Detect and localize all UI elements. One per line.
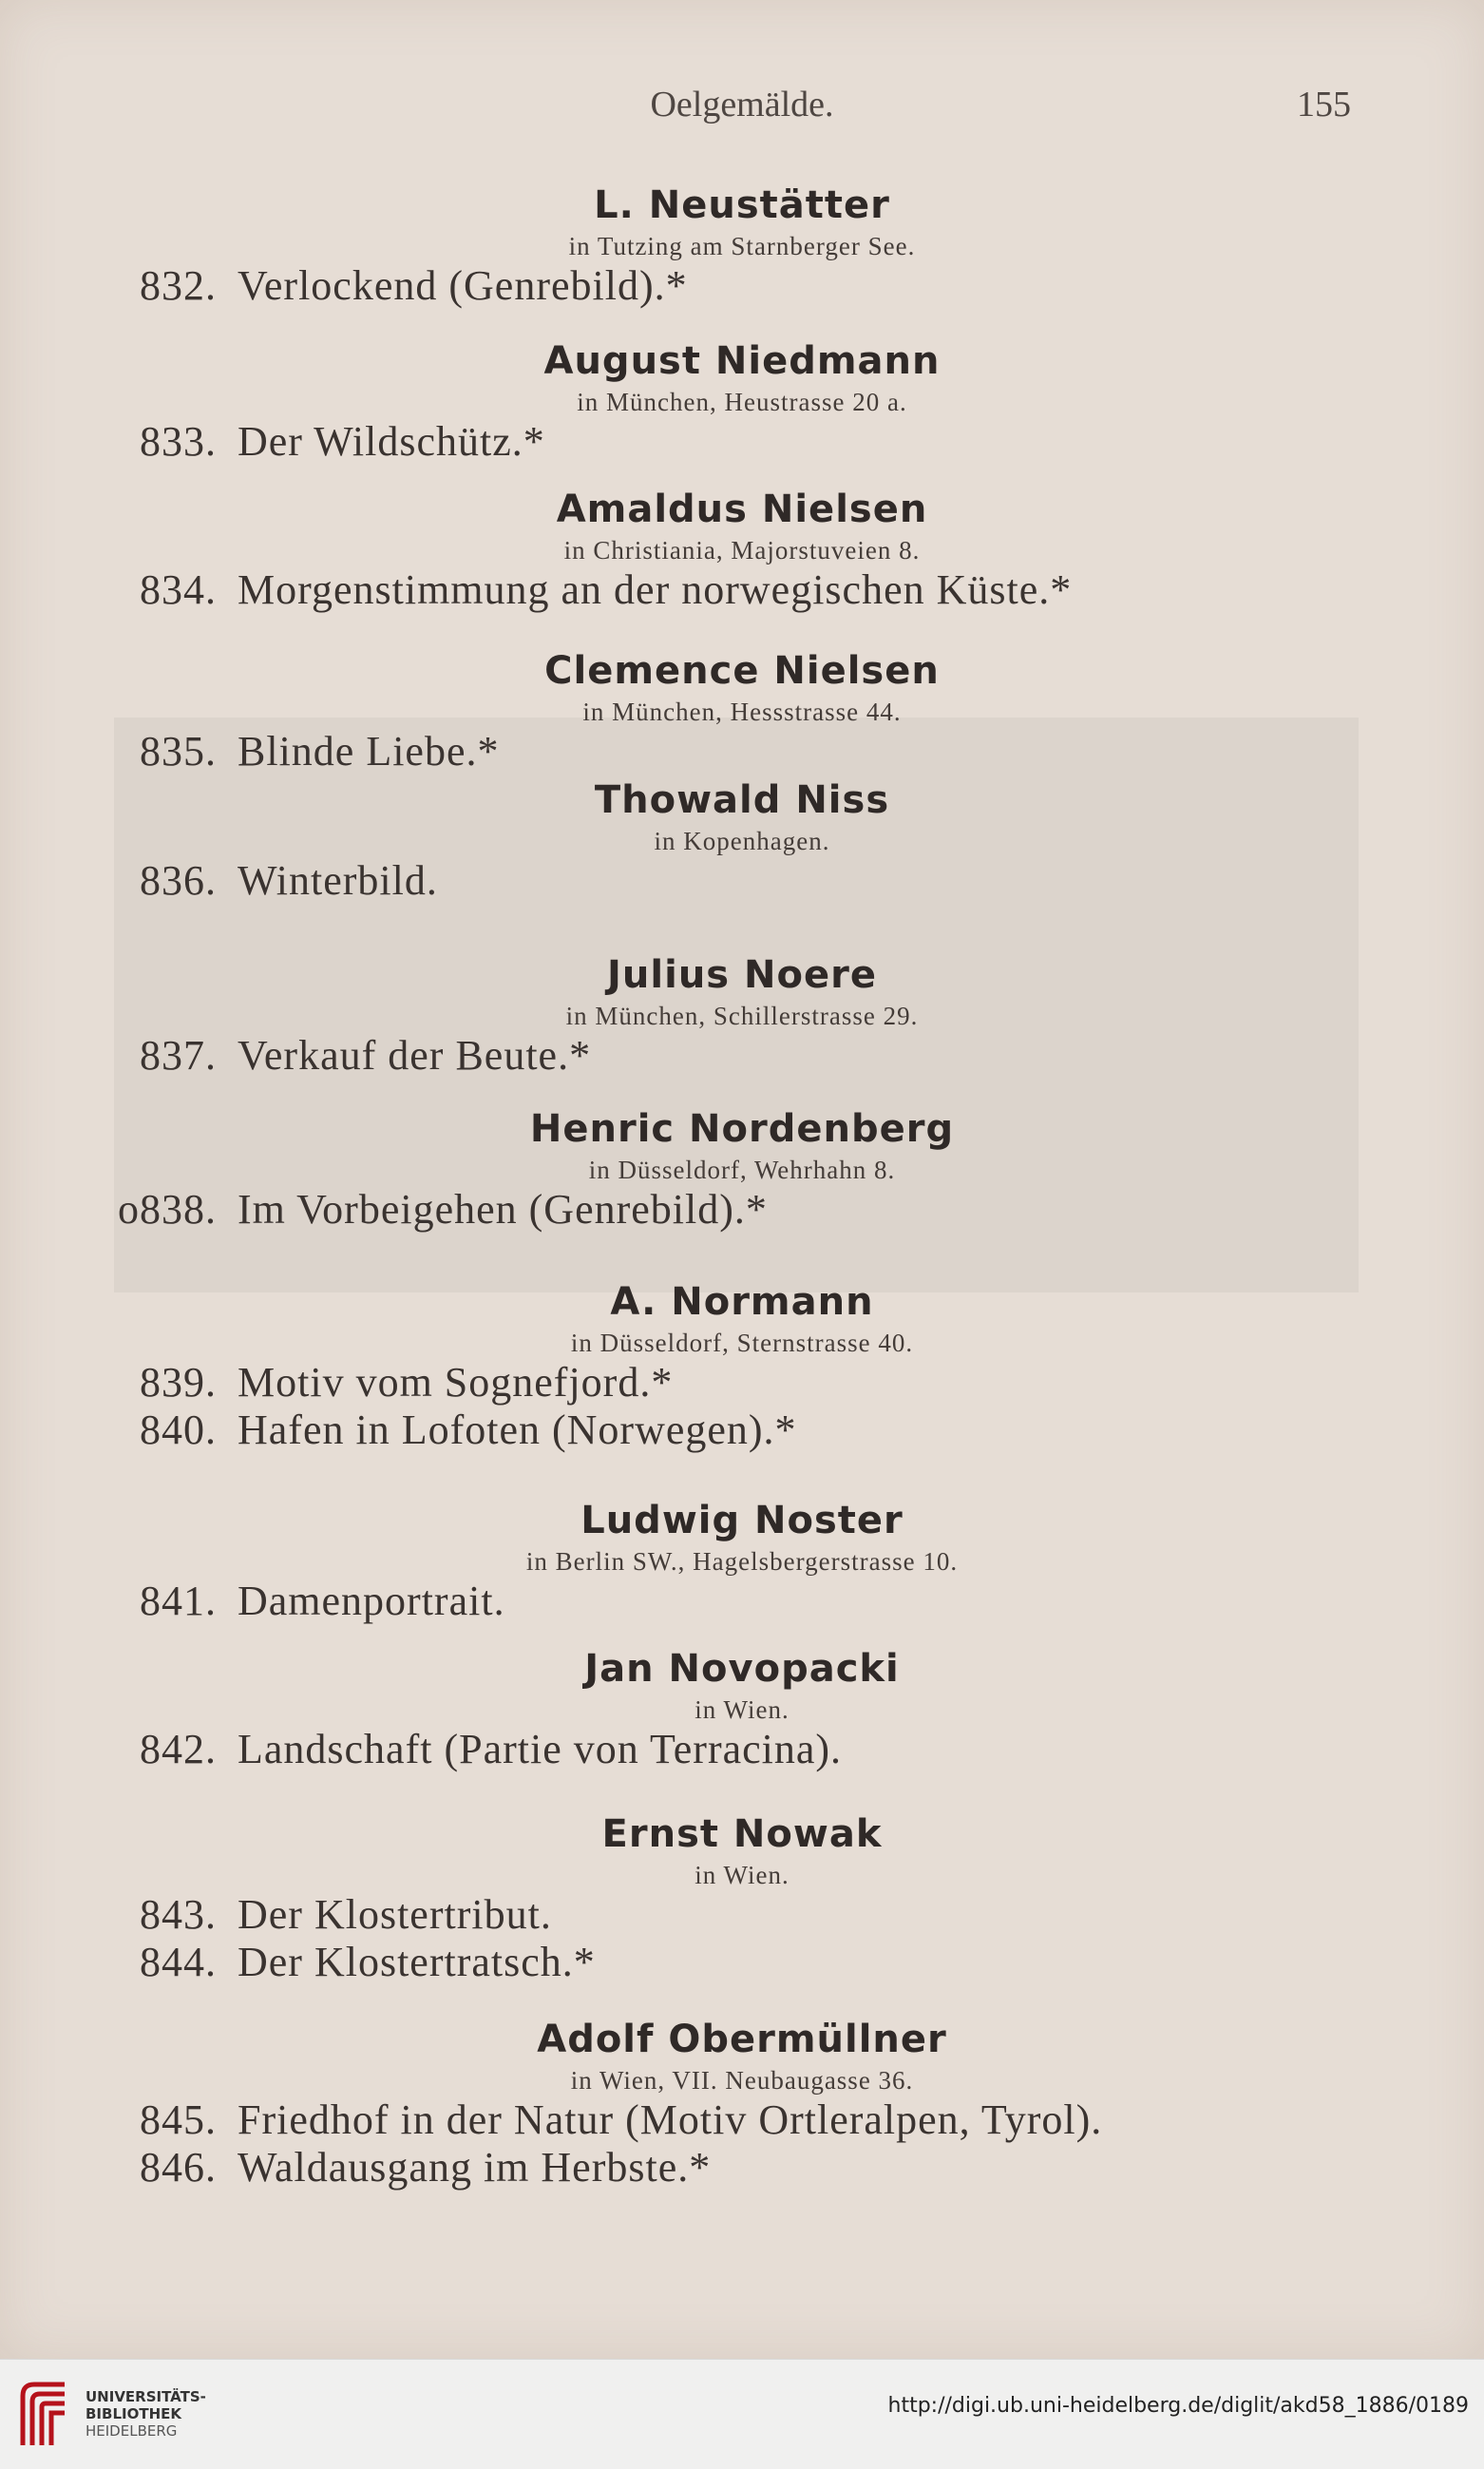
- artist-entry: [0, 1496, 1484, 1578]
- work-item: [0, 418, 1484, 466]
- library-logo-text: [86, 2388, 206, 2440]
- artist-address: in München, Hessstrasse 44.: [582, 698, 902, 726]
- work-title: Blinde Liebe.*: [238, 728, 500, 775]
- work-number: 843.: [140, 1891, 217, 1938]
- work-number: 834.: [140, 566, 217, 613]
- work-number: 844.: [140, 1939, 217, 1985]
- work-number: 836.: [140, 857, 217, 904]
- artist-address: in Düsseldorf, Wehrhahn 8.: [588, 1156, 896, 1184]
- artist-entry: [0, 775, 1484, 857]
- logo-line-3: HEIDELBERG: [86, 2422, 178, 2440]
- work-number: 840.: [140, 1407, 217, 1453]
- artist-address: in Kopenhagen.: [654, 827, 830, 855]
- work-number: 839.: [140, 1359, 217, 1406]
- artist-name: Amaldus Nielsen: [556, 488, 928, 531]
- library-logo-icon: [15, 2377, 72, 2453]
- work-item: [0, 1891, 1484, 1939]
- artist-name: Julius Noere: [607, 953, 877, 997]
- work-item: [0, 262, 1484, 310]
- artist-address: in Christiania, Majorstuveien 8.: [563, 536, 921, 565]
- artist-address: in Wien.: [694, 1861, 790, 1889]
- work-title: Motiv vom Sognefjord.*: [238, 1359, 674, 1406]
- work-title: Damenportrait.: [238, 1578, 505, 1624]
- artist-address: in Wien.: [694, 1695, 790, 1724]
- page-header: [0, 84, 1484, 141]
- work-title: Verkauf der Beute.*: [238, 1032, 592, 1079]
- work-item: [0, 857, 1484, 905]
- artist-entry: [0, 485, 1484, 566]
- artist-name: Ludwig Noster: [580, 1499, 904, 1542]
- work-number: 841.: [140, 1578, 217, 1624]
- artist-address: in Wien, VII. Neubaugasse 36.: [570, 2066, 914, 2095]
- artist-entry: [0, 1809, 1484, 1891]
- work-title: Waldausgang im Herbste.*: [238, 2144, 712, 2191]
- work-title: Landschaft (Partie von Terracina).: [238, 1726, 843, 1772]
- artist-name: Clemence Nielsen: [544, 649, 940, 693]
- work-number: 846.: [140, 2144, 217, 2191]
- work-title: Verlockend (Genrebild).*: [238, 262, 688, 309]
- work-number: 845.: [140, 2096, 217, 2143]
- artist-address: in München, Schillerstrasse 29.: [565, 1002, 919, 1030]
- work-number: 833.: [140, 418, 217, 465]
- work-item: [0, 1407, 1484, 1454]
- work-number: o838.: [118, 1186, 217, 1233]
- work-item: [0, 1939, 1484, 1986]
- artist-entry: [0, 1277, 1484, 1359]
- work-number: 835.: [140, 728, 217, 775]
- artist-address: in Tutzing am Starnberger See.: [568, 232, 916, 260]
- work-item: [0, 728, 1484, 775]
- work-item: [0, 1726, 1484, 1773]
- artist-name: Thowald Niss: [594, 778, 890, 822]
- artist-entry: [0, 336, 1484, 418]
- artist-name: Henric Nordenberg: [529, 1107, 955, 1151]
- artist-address: in Berlin SW., Hagelsbergerstrasse 10.: [525, 1547, 959, 1576]
- source-url-link[interactable]: http://digi.ub.uni-heidelberg.de/diglit/akd58_1886/0189: [887, 2394, 1469, 2418]
- logo-line-1: UNIVERSITÄTS-: [86, 2388, 206, 2405]
- page-number: 155: [1297, 85, 1351, 124]
- work-item: [0, 566, 1484, 614]
- running-title: Oelgemälde.: [650, 85, 834, 124]
- catalogue-list: [0, 171, 1484, 2191]
- artist-entry: [0, 181, 1484, 262]
- work-title: Morgenstimmung an der norwegischen Küste.*: [238, 566, 1073, 613]
- artist-name: A. Normann: [610, 1280, 874, 1324]
- artist-entry: [0, 1644, 1484, 1726]
- work-item: [0, 1032, 1484, 1080]
- viewer-footer: [0, 2359, 1484, 2469]
- artist-entry: [0, 2015, 1484, 2096]
- logo-line-2: BIBLIOTHEK: [86, 2405, 181, 2422]
- work-title: Der Klostertratsch.*: [238, 1939, 596, 1985]
- work-title: Der Klostertribut.: [238, 1891, 552, 1938]
- artist-entry: [0, 646, 1484, 728]
- work-title: Winterbild.: [238, 857, 438, 904]
- work-number: 832.: [140, 262, 217, 309]
- artist-entry: [0, 950, 1484, 1032]
- work-item: [0, 2096, 1484, 2144]
- artist-entry: [0, 1104, 1484, 1186]
- work-item: [0, 1578, 1484, 1625]
- work-number: 842.: [140, 1726, 217, 1772]
- work-title: Im Vorbeigehen (Genrebild).*: [238, 1186, 768, 1233]
- artist-name: Ernst Nowak: [601, 1812, 883, 1856]
- artist-name: August Niedmann: [543, 339, 941, 383]
- artist-name: Jan Novopacki: [584, 1647, 900, 1691]
- work-item: [0, 1359, 1484, 1407]
- work-item: [0, 2144, 1484, 2191]
- artist-address: in Düsseldorf, Sternstrasse 40.: [570, 1329, 914, 1357]
- artist-name: Adolf Obermüllner: [537, 2018, 947, 2061]
- artist-name: L. Neustätter: [594, 183, 890, 227]
- work-item: [0, 1186, 1484, 1234]
- work-title: Der Wildschütz.*: [238, 418, 545, 465]
- work-number: 837.: [140, 1032, 217, 1079]
- work-title: Friedhof in der Natur (Motiv Ortleralpen, Tyrol).: [238, 2096, 1103, 2143]
- artist-address: in München, Heustrasse 20 a.: [577, 388, 907, 416]
- work-title: Hafen in Lofoten (Norwegen).*: [238, 1407, 797, 1453]
